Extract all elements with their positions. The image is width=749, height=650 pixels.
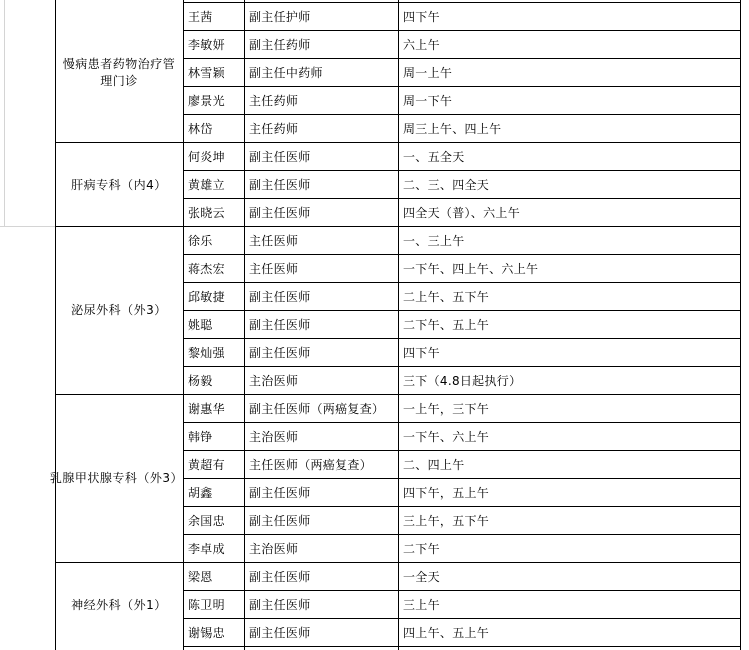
- gridline: [4, 0, 5, 226]
- staff-name: 陈卫明: [188, 598, 225, 612]
- department-name: 乳腺甲状腺专科（外3）: [49, 471, 183, 485]
- staff-title: 副主任医师: [249, 570, 311, 584]
- staff-title: 副主任医师: [249, 598, 311, 612]
- staff-title: 副主任医师（两癌复查）: [249, 402, 385, 416]
- staff-title: 副主任医师: [249, 290, 311, 304]
- staff-name: 王茜: [188, 10, 213, 24]
- staff-name: 林雪颖: [188, 66, 225, 80]
- staff-title: 副主任医师: [249, 178, 311, 192]
- staff-title: 主任医师（两癌复查）: [249, 458, 373, 472]
- department-border: [55, 142, 184, 143]
- column-border: [244, 0, 245, 650]
- staff-schedule: 一上午，三下午: [403, 402, 490, 416]
- staff-name: 余国忠: [188, 514, 225, 528]
- column-border: [740, 0, 741, 650]
- staff-title: 副主任医师: [249, 318, 311, 332]
- staff-name: 姚聪: [188, 318, 213, 332]
- staff-name: 韩铮: [188, 430, 213, 444]
- staff-title: 主治医师: [249, 430, 299, 444]
- staff-title: 副主任医师: [249, 486, 311, 500]
- staff-schedule: 四全天（普）、六上午: [403, 206, 521, 220]
- staff-title: 副主任医师: [249, 514, 311, 528]
- staff-title: 主治医师: [249, 374, 299, 388]
- department-name: 慢病患者药物治疗管理门诊: [62, 57, 176, 88]
- staff-name: 谢锡忠: [188, 626, 225, 640]
- staff-schedule: 四上午、五上午: [403, 626, 490, 640]
- department-name: 泌尿外科（外3）: [71, 303, 167, 317]
- column-border: [398, 0, 399, 650]
- staff-name: 李卓成: [188, 542, 225, 556]
- staff-schedule: 三上午: [403, 598, 440, 612]
- staff-name: 黄超有: [188, 458, 225, 472]
- staff-schedule: 一、五全天: [403, 150, 465, 164]
- staff-name: 张晓云: [188, 206, 225, 220]
- department-name: 肝病专科（内4）: [71, 178, 167, 192]
- staff-schedule: 四下午，五上午: [403, 486, 490, 500]
- staff-title: 副主任护师: [249, 10, 311, 24]
- department-border: [55, 394, 184, 395]
- staff-name: 胡鑫: [188, 486, 213, 500]
- staff-title: 主任药师: [249, 122, 299, 136]
- staff-title: 副主任医师: [249, 150, 311, 164]
- staff-title: 主治医师: [249, 542, 299, 556]
- staff-title: 副主任药师: [249, 38, 311, 52]
- staff-schedule: 周三上午、四上午: [403, 122, 502, 136]
- staff-schedule: 一全天: [403, 570, 440, 584]
- staff-schedule: 三上午，五下午: [403, 514, 490, 528]
- staff-schedule: 二下午、五上午: [403, 318, 490, 332]
- staff-name: 徐乐: [188, 234, 213, 248]
- staff-title: 副主任中药师: [249, 66, 323, 80]
- staff-name: 廖景光: [188, 94, 225, 108]
- department-name: 神经外科（外1）: [71, 598, 167, 612]
- staff-name: 梁恩: [188, 570, 213, 584]
- staff-name: 何炎坤: [188, 150, 225, 164]
- staff-name: 谢惠华: [188, 402, 225, 416]
- staff-schedule: 三下（4.8日起执行）: [403, 374, 522, 388]
- staff-name: 杨毅: [188, 374, 213, 388]
- staff-title: 主任医师: [249, 234, 299, 248]
- staff-schedule: 六上午: [403, 38, 440, 52]
- staff-title: 主任药师: [249, 94, 299, 108]
- staff-schedule: 四下午: [403, 10, 440, 24]
- column-border: [55, 0, 56, 650]
- staff-schedule: 二、三、四全天: [403, 178, 490, 192]
- staff-name: 李敏妍: [188, 38, 225, 52]
- staff-title: 副主任医师: [249, 626, 311, 640]
- staff-name: 蒋杰宏: [188, 262, 225, 276]
- staff-title: 副主任医师: [249, 206, 311, 220]
- staff-schedule: 二上午、五下午: [403, 290, 490, 304]
- staff-name: 林岱: [188, 122, 213, 136]
- staff-title: 主任医师: [249, 262, 299, 276]
- staff-schedule: 一下午、四上午、六上午: [403, 262, 539, 276]
- staff-schedule: 四下午: [403, 346, 440, 360]
- gridline: [0, 226, 55, 227]
- staff-schedule: 二、四上午: [403, 458, 465, 472]
- staff-name: 邱敏捷: [188, 290, 225, 304]
- staff-name: 黎灿强: [188, 346, 225, 360]
- staff-schedule: 一、三上午: [403, 234, 465, 248]
- staff-schedule: 周一下午: [403, 94, 453, 108]
- staff-name: 黄雄立: [188, 178, 225, 192]
- staff-schedule: 一下午、六上午: [403, 430, 490, 444]
- department-border: [55, 562, 184, 563]
- staff-title: 副主任医师: [249, 346, 311, 360]
- column-border: [183, 0, 184, 650]
- department-border: [55, 226, 184, 227]
- staff-schedule: 二下午: [403, 542, 440, 556]
- staff-schedule: 周一上午: [403, 66, 453, 80]
